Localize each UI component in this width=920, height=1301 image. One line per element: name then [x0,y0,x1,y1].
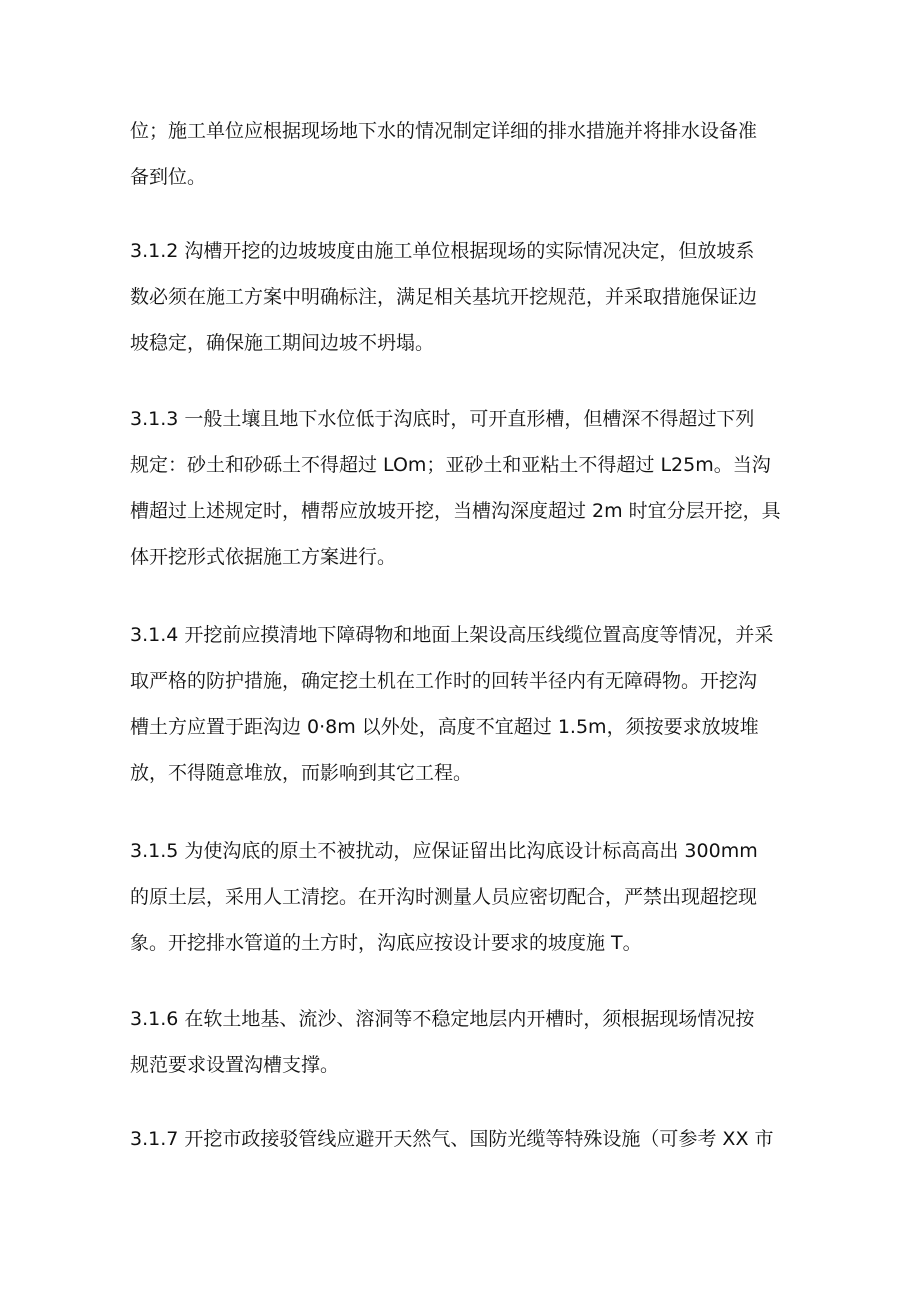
text-line: 3.1.7 开挖市政接驳管线应避开天然气、国防光缆等特殊设施（可参考 XX 市 [130,1128,774,1150]
text-line: 规范要求设置沟槽支撑。 [130,1054,340,1076]
text-line: 3.1.5 为使沟底的原土不被扰动，应保证留出比沟底设计标高高出 300mm [130,840,758,862]
text-line: 备到位。 [130,166,207,188]
paragraph-3-1-4 [130,612,820,796]
text-line: 放，不得随意堆放，而影响到其它工程。 [130,762,473,784]
text-line: 取严格的防护措施，确定挖土机在工作时的回转半径内有无障碍物。开挖沟 [130,670,758,692]
text-line: 槽土方应置于距沟边 0·8m 以外处，高度不宜超过 1.5m，须按要求放坡堆 [130,716,759,738]
text-line: 数必须在施工方案中明确标注，满足相关基坑开挖规范，并采取措施保证边 [130,286,758,308]
paragraph-3-1-6 [130,996,820,1088]
text-line: 3.1.4 开挖前应摸清地下障碍物和地面上架设高压线缆位置高度等情况，并采 [130,624,774,646]
text-line: 槽超过上述规定时，槽帮应放坡开挖，当槽沟深度超过 2m 时宜分层开挖，具 [130,500,781,522]
text-line: 3.1.2 沟槽开挖的边坡坡度由施工单位根据现场的实际情况决定，但放坡系 [130,240,755,262]
text-line: 体开挖形式依据施工方案进行。 [130,546,397,568]
text-line: 3.1.6 在软土地基、流沙、溶洞等不稳定地层内开槽时，须根据现场情况按 [130,1008,755,1030]
text-line: 坡稳定，确保施工期间边坡不坍塌。 [130,332,435,354]
text-line: 的原土层，采用人工清挖。在开沟时测量人员应密切配合，严禁出现超挖现 [130,886,758,908]
text-line: 位；施工单位应根据现场地下水的情况制定详细的排水措施并将排水设备准 [130,120,758,142]
paragraph-3-1-2 [130,228,820,366]
text-line: 3.1.3 一般土壤且地下水位低于沟底时，可开直形槽，但槽深不得超过下列 [130,408,755,430]
paragraph-drainage-measures [130,108,820,200]
paragraph-3-1-3 [130,396,820,580]
text-line: 象。开挖排水管道的土方时，沟底应按设计要求的坡度施 T。 [130,932,642,954]
text-line: 规定：砂土和砂砾土不得超过 LOm；亚砂土和亚粘土不得超过 L25m。当沟 [130,454,771,476]
paragraph-3-1-7 [130,1116,820,1162]
paragraph-3-1-5 [130,828,820,966]
